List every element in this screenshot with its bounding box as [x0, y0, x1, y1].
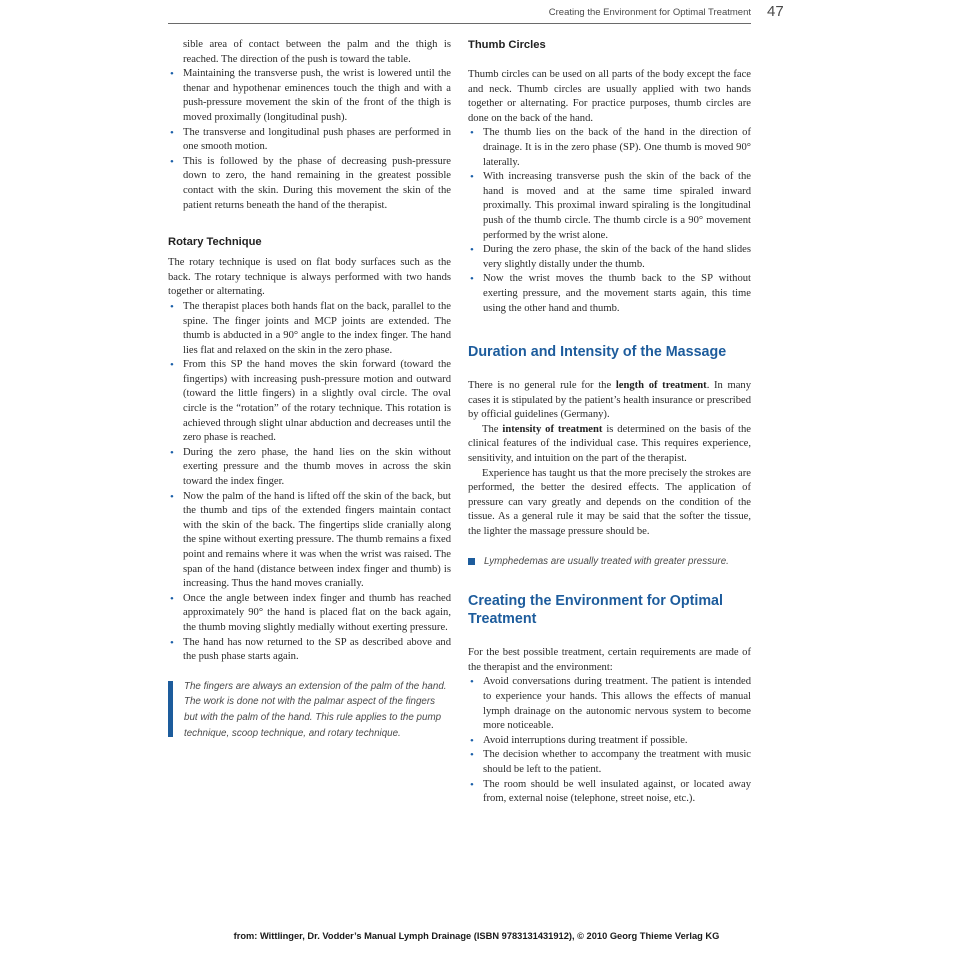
- paragraph-rotary-intro: The rotary technique is used on flat body surfaces such as the back. The rotary technique is always performed with two hands together or alternating.: [168, 257, 451, 298]
- note-text: Lymphedemas are usually treated with greater pressure.: [484, 555, 729, 567]
- heading-thumb-circles: Thumb Circles: [468, 39, 546, 51]
- list-item: • Now the wrist moves the thumb back to the SP without exerting pressure, and the movement starts again, this time using the other hand and thumb.: [468, 272, 751, 316]
- page-number: 47: [767, 3, 784, 20]
- list-item: • During the zero phase, the hand lies on the skin without exerting pressure and the thumb moves in across the skin toward the index finger.: [168, 446, 451, 490]
- list-item: • Avoid conversations during treatment. The patient is intended to experience your hands. This allows the effects of manual lymph drainage on the autonomic nervous system to become more noticeable.: [468, 675, 751, 733]
- list-item: • The therapist places both hands flat on the back, parallel to the spine. The finger joints and MCP joints are extended. The thumb is abducted in a 90° angle to the index finger. The hand lies flat and relaxed on the skin in the zero phase.: [168, 300, 451, 358]
- list-item: • Now the palm of the hand is lifted off the skin of the back, but the thumb and tips of the extended fingers maintain contact with the skin of the back. The fingertips slide cranially along the spine without exerting pressure. The thumb remains a fixed point and remains where it was when the wrist was raised. The span of the hand (distance between index finger and thumb) is increasing. Thus the hand moves cranially.: [168, 490, 451, 592]
- note-text: The fingers are always an extension of the palm of the hand. The work is done not with the palmar aspect of the fingers but with the palm of the hand. This rule applies to the pump technique, scoop technique, and rotary technique.: [184, 680, 447, 739]
- list-item: • During the zero phase, the skin of the back of the hand slides very slightly distally under the thumb.: [468, 243, 751, 272]
- note-box-fingers: [168, 679, 451, 741]
- right-column: [468, 38, 751, 807]
- paragraph-thumb-intro: Thumb circles can be used on all parts of the body except the face and neck. Thumb circles are usually applied with two hands together or alternating. For practice purposes, thumb circles are done on the back of the hand.: [468, 69, 751, 124]
- source-footer: from: Wittlinger, Dr. Vodder’s Manual Lymph Drainage (ISBN 9783131431912), © 2010 Georg Thieme Verlag KG: [233, 931, 720, 941]
- note-lymphedema: [468, 554, 751, 570]
- paragraph-length-of-treatment: There is no general rule for the length of treatment. In many cases it is stipulated by the patient’s health insurance or prescribed by official guidelines (Germany).: [468, 380, 752, 421]
- paragraph-continued: sible area of contact between the palm and the thigh is reached. The direction of the push is toward the table.: [183, 39, 451, 65]
- list-item: • The hand has now returned to the SP as described above and the push phase starts again.: [168, 636, 451, 665]
- running-head: Creating the Environment for Optimal Treatment: [548, 7, 751, 18]
- paragraph-environment-intro: For the best possible treatment, certain requirements are made of the therapist and the environment:: [468, 647, 751, 673]
- list-item: • The transverse and longitudinal push phases are performed in one smooth motion.: [168, 126, 451, 155]
- left-column: [168, 38, 451, 741]
- heading-duration-intensity: Duration and Intensity of the Massage: [468, 344, 727, 361]
- list-item: • From this SP the hand moves the skin forward (toward the fingertips) with increasing push-pressure motion and outward (toward the little fingers) in a slightly oval circle. The oval circle is the “rotation” of the rotary technique. This rotation is achieved through slight ulnar abduction and decreases until the zero phase is reached.: [168, 358, 451, 446]
- heading-creating-environment: Creating the Environment for Optimal Treatment: [468, 593, 723, 628]
- list-item: • The thumb lies on the back of the hand in the direction of drainage. It is in the zero phase (SP). One thumb is moved 90° laterally.: [468, 126, 751, 170]
- list-item: • Avoid interruptions during treatment if possible.: [468, 734, 751, 749]
- bullet-list-environment: [468, 675, 751, 806]
- note-square-marker: [468, 558, 475, 565]
- bullet-list-thumb: [468, 126, 751, 316]
- bullet-list-rotary: [168, 300, 451, 665]
- note-bar-marker: [168, 681, 173, 737]
- heading-rotary-technique: Rotary Technique: [168, 236, 262, 249]
- list-item: • The decision whether to accompany the treatment with music should be left to the patient.: [468, 748, 751, 777]
- list-item: • This is followed by the phase of decreasing push-pressure down to zero, the hand remaining in the greatest possible contact with the skin. During this movement the skin of the patient returns beneath the hand of the therapist.: [168, 155, 451, 213]
- list-item: • Once the angle between index finger and thumb has reached approximately 90° the hand is placed flat on the back again, the thumb moving slightly medially without exerting pressure.: [168, 592, 451, 636]
- paragraph-intensity-of-treatment: The intensity of treatment is determined on the basis of the clinical features of the individual case. This requires experience, sensitivity, and intuition on the part of the therapist.: [468, 423, 752, 465]
- bullet-list-thigh: [168, 67, 451, 213]
- list-item: • Maintaining the transverse push, the wrist is lowered until the thenar and hypothenar eminences touch the thigh and with a push-pressure movement the skin of the front of the thigh is moved proximally (longitudinal push).: [168, 67, 451, 125]
- list-item: • The room should be well insulated against, or located away from, external noise (telephone, street noise, etc.).: [468, 778, 751, 807]
- list-item: • With increasing transverse push the skin of the back of the hand is moved and at the same time spiraled inward proximally. This proximal inward spiraling is the longitudinal push of the thumb circle. The thumb circle is a 90° movement performed by the wrist alone.: [468, 170, 751, 243]
- header-rule: [168, 23, 751, 24]
- paragraph-experience: Experience has taught us that the more precisely the strokes are performed, the better the desired effects. The application of pressure can vary greatly and depends on the condition of the tissue. As a general rule it may be said that the softer the tissue, the lighter the massage pressure should be.: [468, 467, 751, 538]
